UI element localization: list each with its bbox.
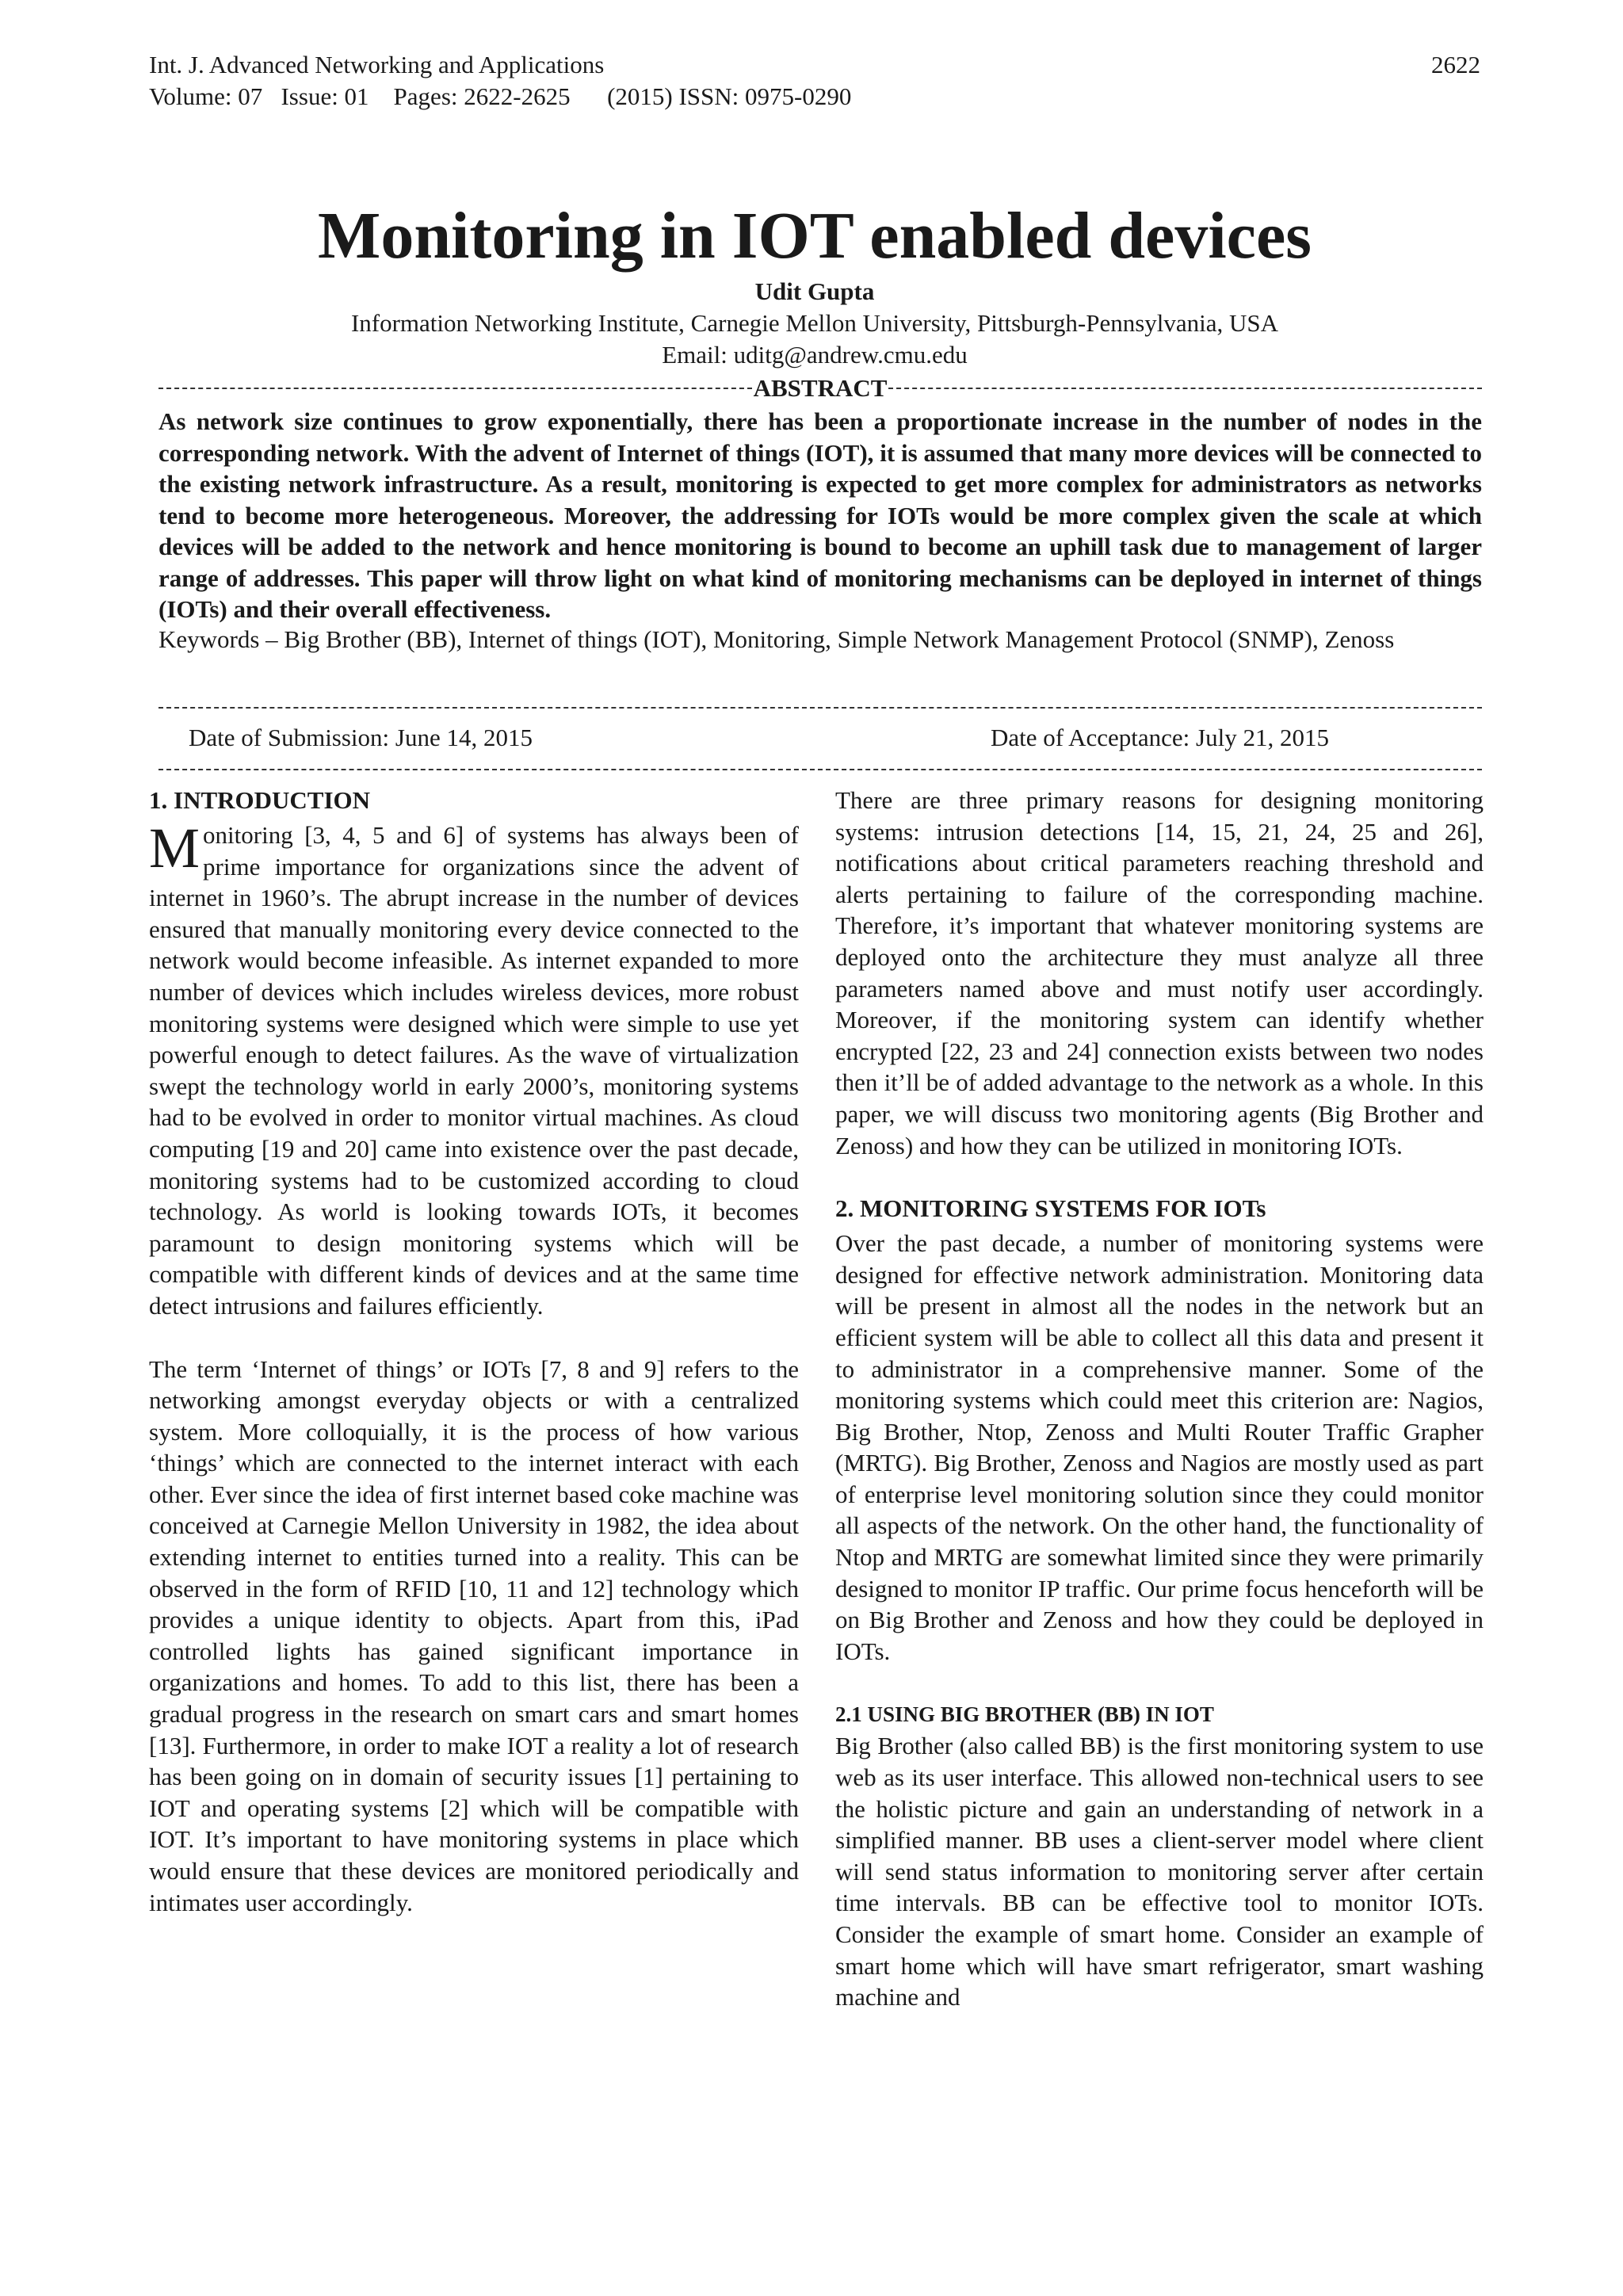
paragraph: The term ‘Internet of things’ or IOTs [7, 8 and 9] refers to the networking amongst everyday objects or with a centralized system. More colloquially, it is the process of how various ‘things’ which are connected to the internet interact with each other. Ever since the idea of first internet based coke machine was conceived at Carnegie Mellon University in 1982, the idea about extending internet to entities turned into a reality. This can be observed in the form of RFID [10, 11 and 12] technology which provides a unique identity to objects. Apart from this, iPad controlled lights has gained significant importance in organizations and homes. To add to this list, there has been a gradual progress in the research on smart cars and smart homes [13]. Furthermore, in order to make IOT a reality a lot of research has been going on in domain of security issues [1] pertaining to IOT and operating systems [2] which will be compatible with IOT. It’s important to have monitoring systems in place which would ensure that these devices are monitored periodically and intimates user accordingly. bbox=[149, 1354, 799, 1916]
journal-name: Int. J. Advanced Networking and Applications bbox=[149, 51, 605, 78]
paragraph bbox=[149, 816, 799, 1322]
divider-line bbox=[158, 388, 752, 389]
acceptance-date: Date of Acceptance: July 21, 2015 bbox=[991, 724, 1329, 751]
left-column bbox=[149, 785, 799, 1918]
author-name: Udit Gupta bbox=[754, 277, 875, 305]
abstract-text: As network size continues to grow exponentially, there has been a proportionate increase in the number of nodes in the corresponding network. With the advent of Internet of things (IOT), it is assumed that many more devices will be connected to the existing network infrastructure. As a result, monitoring is expected to get more complex for administrators as networks tend to become more heterogeneous. Moreover, the addressing for IOTs would be more complex given the scale at which devices will be added to the network and hence monitoring is bound to become an uphill task due to management of larger range of addresses. This paper will throw light on what kind of monitoring mechanisms can be deployed in internet of things (IOTs) and their overall effectiveness. bbox=[158, 407, 1482, 623]
volume-line: Volume: 07 Issue: 01 Pages: 2622-2625 (2015) ISSN: 0975-0290 bbox=[149, 82, 852, 110]
submission-date: Date of Submission: June 14, 2015 bbox=[189, 724, 533, 751]
affiliation: Information Networking Institute, Carnegie Mellon University, Pittsburgh-Pennsylvania, USA bbox=[350, 309, 1279, 337]
divider-line bbox=[158, 769, 1482, 770]
right-column bbox=[835, 785, 1484, 2013]
abstract-divider bbox=[158, 372, 1482, 404]
paragraph: There are three primary reasons for designing monitoring systems: intrusion detections [14, 15, 21, 24, 25 and 26], notifications about critical parameters reaching threshold and alerts pertaining to failure of the corresponding machine. Therefore, it’s important that whatever monitoring systems are deployed onto the architecture they must analyze all three parameters named above and must notify user accordingly. Moreover, if the monitoring system can identify whether encrypted [22, 23 and 24] connection exists between two nodes then it’ll be of added advantage to the network as a whole. In this paper, we will discuss two monitoring agents (Big Brother and Zenoss) and how they can be utilized in monitoring IOTs. bbox=[835, 786, 1484, 1159]
paper-title: Monitoring in IOT enabled devices bbox=[318, 199, 1312, 273]
paragraph: Big Brother (also called BB) is the first monitoring system to use web as its user interface. This allowed non-technical users to see the holistic picture and gain an understanding of network in a simplified manner. BB uses a client-server model where client will send status information to monitoring server after certain time intervals. BB can be effective tool to monitor IOTs. Consider the example of smart home. Consider an example of smart home which will have smart refrigerator, smart washing machine and bbox=[835, 1732, 1484, 2011]
dropcap: M bbox=[149, 816, 200, 880]
divider-line bbox=[888, 388, 1482, 389]
page-number: 2622 bbox=[1431, 51, 1480, 78]
subsection-heading: 2.1 USING BIG BROTHER (BB) IN IOT bbox=[835, 1702, 1214, 1727]
divider-bottom bbox=[158, 754, 1482, 785]
section-heading: 2. MONITORING SYSTEMS FOR IOTs bbox=[835, 1194, 1266, 1223]
divider-top bbox=[158, 692, 1482, 724]
paragraph: Over the past decade, a number of monitoring systems were designed for effective network administration. Monitoring data will be present in almost all the nodes in the network but an efficient system will be able to collect all this data and present it to administrator in a comprehensive manner. Some of the monitoring systems which could meet this criterion are: Nagios, Big Brother, Ntop, Zenoss and Multi Router Traffic Grapher (MRTG). Big Brother, Zenoss and Nagios are mostly used as part of enterprise level monitoring solution since they could monitor all aspects of the network. On the other hand, the functionality of Ntop and MRTG are somewhat limited since they were primarily designed to monitor IP traffic. Our prime focus henceforth will be on Big Brother and Zenoss and how they could be deployed in IOTs. bbox=[835, 1229, 1484, 1665]
keywords: Keywords – Big Brother (BB), Internet of things (IOT), Monitoring, Simple Network Management Protocol (SNMP), Zenoss bbox=[158, 625, 1395, 653]
paragraph-text: onitoring [3, 4, 5 and 6] of systems has always been of prime importance for organizations since the advent of internet in 1960’s. The abrupt increase in the number of devices ensured that manually monitoring every device connected to the network would become infeasible. As internet expanded to more number of devices which includes wireless devices, more robust monitoring systems were designed which were simple to use yet powerful enough to detect failures. As the wave of virtualization swept the technology world in early 2000’s, monitoring systems had to be evolved in order to monitor virtual machines. As cloud computing [19 and 20] came into existence over the past decade, monitoring systems had to be customized according to cloud technology. As world is looking towards IOTs, it becomes paramount to design monitoring systems which will be compatible with different kinds of devices and at the same time detect intrusions and failures efficiently. bbox=[149, 821, 799, 1320]
section-heading: 1. INTRODUCTION bbox=[149, 786, 371, 814]
divider-line bbox=[158, 707, 1482, 709]
email: Email: uditg@andrew.cmu.edu bbox=[662, 341, 968, 369]
abstract-label: ABSTRACT bbox=[753, 374, 888, 402]
